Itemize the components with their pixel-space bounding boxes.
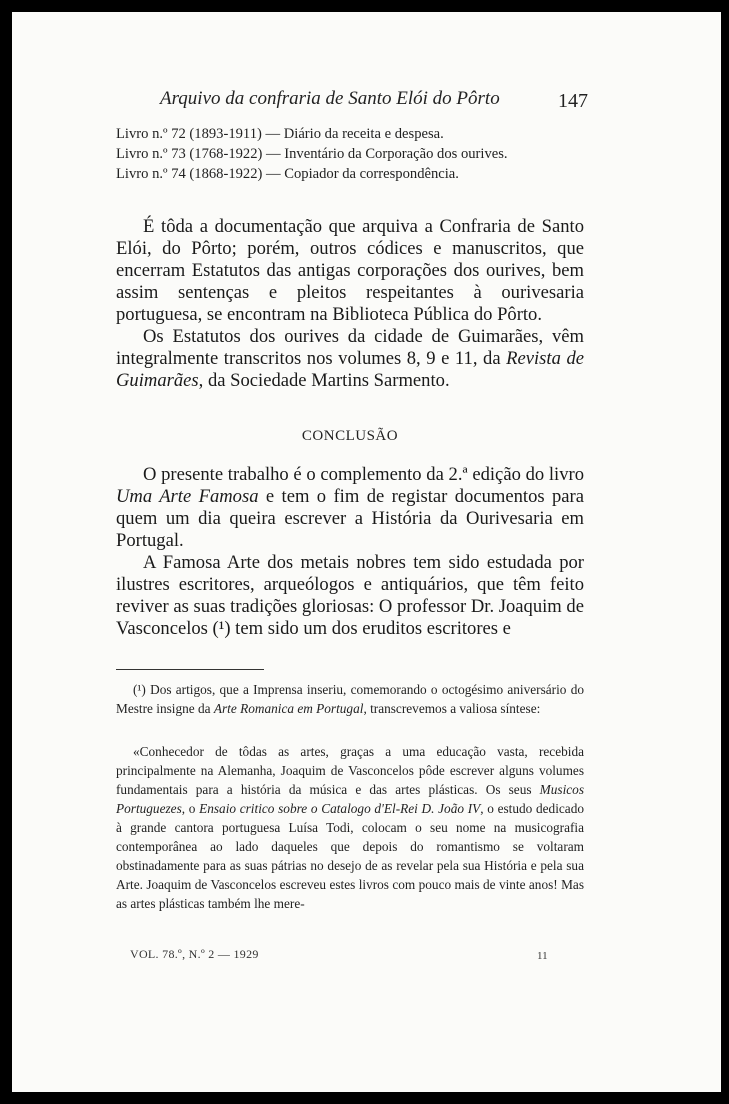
signature-number: 11	[537, 950, 548, 962]
footnote-divider	[116, 669, 264, 670]
footnote	[116, 680, 584, 718]
paragraph: Os Estatutos dos ourives da cidade de Guimarães, vêm integralmente transcritos nos volumes 8, 9 e 11, da Revista de Guimarães, da Sociedade Martins Sarmento.	[116, 326, 584, 391]
document-page	[12, 12, 721, 1092]
book-entry: Livro n.º 74 (1868-1922) — Copiador da correspondência.	[116, 166, 459, 182]
paragraph: É tôda a documentação que arquiva a Confraria de Santo Elói, do Pôrto; porém, outros códices e manuscritos, que encerram Estatutos das antigas corporações dos ourives, bem assim sentenças e pleitos respeitantes à ourivesaria portuguesa, se encontram na Biblioteca Pública do Pôrto.	[116, 216, 584, 325]
book-list	[116, 124, 596, 184]
footnote-text: (¹) Dos artigos, que a Imprensa inseriu, comemorando o octogésimo aniversário do Mestre insigne da Arte Romanica em Portugal, transcrevemos a valiosa síntese:	[116, 682, 584, 716]
volume-signature: VOL. 78.º, N.º 2 — 1929	[130, 947, 259, 961]
section-heading: CONCLUSÃO	[301, 428, 399, 444]
footnote-quote	[116, 742, 584, 913]
body-section-2	[116, 464, 584, 640]
book-entry: Livro n.º 73 (1768-1922) — Inventário da Corporação dos ourives.	[116, 146, 508, 162]
footnote-text: «Conhecedor de tôdas as artes, graças a uma educação vasta, recebida principalmente na Alemanha, Joaquim de Vasconcelos pôde escrever alguns volumes fundamentais para a história da música e das artes plásticas. Os seus Musicos Portuguezes, o Ensaio critico sobre o Catalogo d'El-Rei D. João IV, o estudo dedicado à grande cantora portuguesa Luísa Todi, colocam o seu nome na musicografia contemporânea ao lado daqueles que depois do romantismo se voltaram obstinadamente para as suas pátrias no desejo de as revelar pela sua História e pela sua Arte. Joaquim de Vasconcelos escreveu estes livros com pouco mais de vinte anos! Mas as artes plásticas também lhe mere-	[116, 744, 584, 911]
body-section-1	[116, 216, 584, 392]
running-header: Arquivo da confraria de Santo Elói do Pôrto	[160, 88, 500, 109]
book-entry: Livro n.º 72 (1893-1911) — Diário da receita e despesa.	[116, 126, 444, 142]
paragraph: O presente trabalho é o complemento da 2.ª edição do livro Uma Arte Famosa e tem o fim de registar documentos para quem um dia queira escrever a História da Ourivesaria em Portugal.	[116, 464, 584, 551]
paragraph: A Famosa Arte dos metais nobres tem sido estudada por ilustres escritores, arqueólogos e antiquários, que têm feito reviver as suas tradições gloriosas: O professor Dr. Joaquim de Vasconcelos (¹) tem sido um dos eruditos escritores e	[116, 552, 584, 639]
page-number: 147	[558, 90, 588, 112]
